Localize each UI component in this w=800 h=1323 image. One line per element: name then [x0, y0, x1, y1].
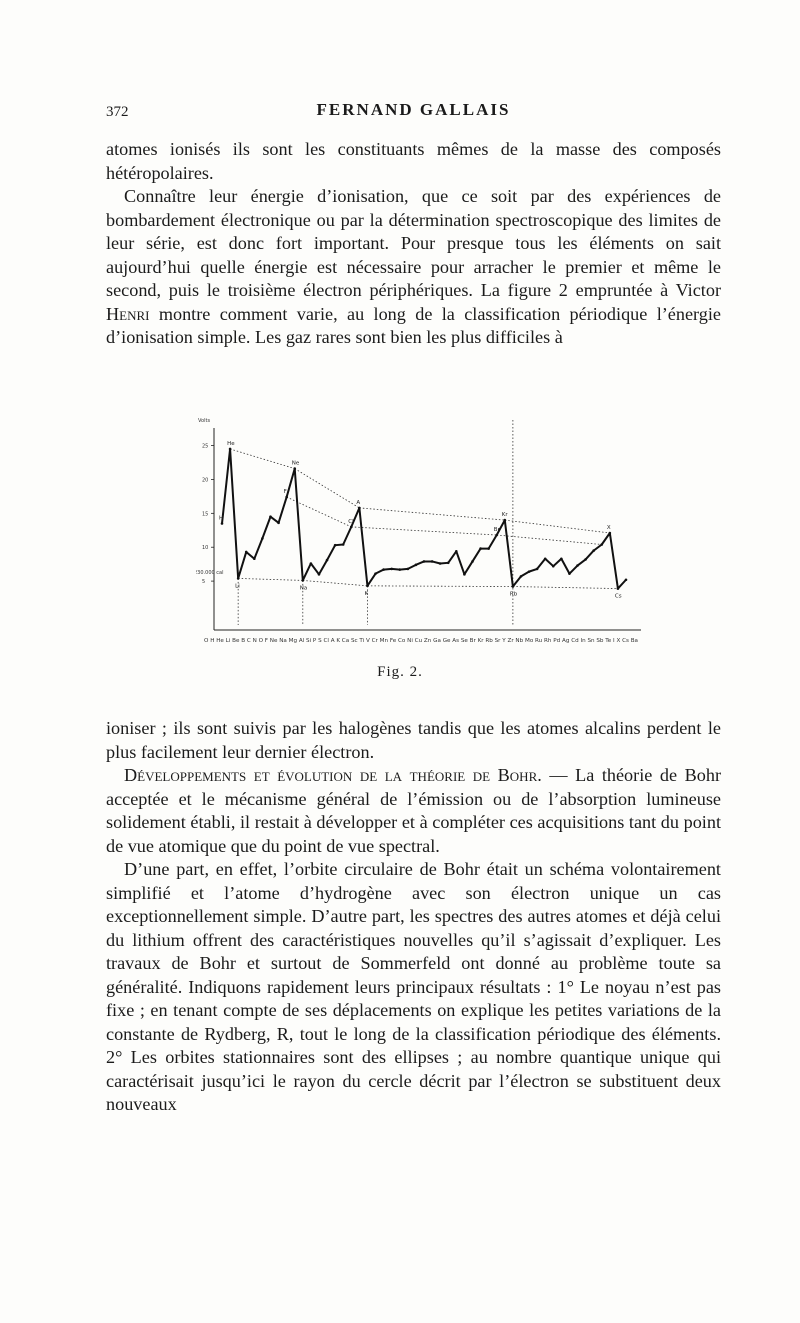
data-point	[592, 549, 595, 552]
data-point	[423, 560, 426, 563]
data-point	[237, 577, 240, 580]
halogen-trend-line	[351, 527, 496, 535]
data-point	[415, 564, 418, 567]
data-point	[285, 496, 288, 499]
page-number: 372	[106, 104, 129, 120]
paragraph: Connaître leur énergie d’ionisation, que ce soit par des expériences de bombardement électronique ou par la détermination spectroscopique des limites de leur série, est donc fort important. Pour presque tous les éléments on sait aujourd’hui quelle énergie est nécessaire pour arracher le premier et même le second, puis le troisième électron périphériques. La figure 2 empruntée à Victor Henri montre comment varie, au long de la classification périodique l’énergie d’ionisation simple. Les gaz rares sont bien les plus difficiles à	[106, 186, 721, 347]
text-block-top	[106, 138, 721, 350]
figure-caption: Fig. 2.	[377, 664, 423, 680]
data-point	[334, 544, 337, 547]
ionization-energy-chart	[196, 410, 646, 650]
data-point	[447, 562, 450, 565]
data-point	[504, 519, 507, 522]
paragraph: D’une part, en effet, l’orbite circulaire de Bohr était un schéma volontairement simplifié et l’atome d’hydrogène avec son électron unique un cas exceptionnellement simple. D’autre part, les spectres des autres atomes et déjà celui du lithium offrent des caractéristiques nouvelles qu’il s’agissait d’expliquer. Les travaux de Bohr et surtout de Sommerfeld ont donné au problème toute sa généralité. Indiquons rapidement leurs principaux résultats : 1° Le noyau n’est pas fixe ; en tenant compte de ses déplacements on explique les petites variations de la constante de Rydberg, R, tout le long de la classification périodique des éléments. 2° Les orbites stationnaires sont des ellipses ; au nombre quantique unique qui caractérisait jusqu’ici le rayon du cercle décrit par l’électron se substituent deux nouveaux	[106, 859, 721, 1114]
data-point	[366, 585, 369, 588]
element-label: H	[219, 515, 224, 522]
halogen-trend-line	[497, 535, 602, 544]
noble-gas-trend-line	[295, 469, 360, 508]
alkali-trend-line	[238, 578, 303, 580]
y-tick-label: 15	[202, 511, 209, 518]
element-label: Br	[493, 527, 500, 534]
alkali-trend-line	[367, 586, 512, 587]
data-point	[229, 448, 232, 451]
paragraph: atomes ionisés ils sont les constituants mêmes de la masse des composés hétéropolaires.	[106, 139, 721, 183]
text-block-bottom	[106, 717, 721, 1117]
element-label: Na	[299, 585, 308, 592]
element-label: Cs	[614, 593, 622, 600]
data-point	[625, 578, 628, 581]
data-point	[358, 507, 361, 510]
data-point	[253, 557, 256, 560]
data-point	[512, 585, 515, 588]
data-point	[310, 562, 313, 565]
y-tick-label: 10	[202, 545, 209, 552]
series-line	[222, 449, 626, 592]
data-point	[487, 547, 490, 550]
noble-gas-trend-line	[505, 520, 610, 533]
noble-gas-trend-line	[359, 508, 504, 520]
data-point	[431, 560, 434, 563]
alkali-trend-line	[303, 580, 368, 585]
author-name: Henri	[106, 303, 150, 324]
y-tick-label: 20	[202, 477, 209, 484]
element-label: Li	[235, 583, 240, 590]
element-label: Rb	[509, 591, 518, 598]
section-heading: Développements et évolution de la théorie de Bohr.	[124, 765, 542, 785]
data-point	[269, 515, 272, 518]
data-point	[536, 568, 539, 571]
element-label: K	[364, 590, 369, 597]
data-point	[609, 532, 612, 535]
data-point	[600, 543, 603, 546]
data-point	[479, 547, 482, 550]
noble-gas-trend-line	[230, 449, 295, 469]
running-title: FERNAND GALLAIS	[316, 100, 511, 119]
element-label: Kr	[501, 512, 508, 519]
data-point	[584, 558, 587, 561]
data-point	[520, 575, 523, 578]
data-point	[471, 560, 474, 563]
paragraph: ioniser ; ils sont suivis par les halogènes tandis que les atomes alcalins perdent le plus facilement leur dernier électron.	[106, 718, 721, 762]
data-point	[398, 568, 401, 571]
data-point	[374, 572, 377, 575]
element-label: Ne	[291, 460, 300, 467]
x-axis-element-symbols: O H He Li Be B C N O F Ne Na Mg Al Si P S Cl A K Ca Sc Ti V Cr Mn Fe Co Ni Cu Zn Ga Ge As Se Br Kr Rb Sr Y Zr Nb Mo Ru Rh Pd Ag Cd In Sn Sb Te I X Cs Ba	[204, 638, 638, 644]
alkali-trend-line	[513, 587, 618, 589]
data-point	[318, 573, 321, 576]
data-point	[439, 562, 442, 565]
data-point	[617, 587, 620, 590]
data-point	[407, 568, 410, 571]
data-point	[568, 572, 571, 575]
data-point	[455, 550, 458, 553]
paragraph: Développements et évolution de la théorie de Bohr. — La théorie de Bohr acceptée et le mécanisme général de l’émission ou de l’absorption lumineuse solidement établi, il restait à développer et à compléter ces acquisitions tant du point de vue atomique que du point de vue spectral.	[106, 765, 721, 856]
data-point	[342, 543, 345, 546]
y-secondary-label: 230.000 cal	[196, 570, 224, 576]
y-tick-label: 25	[202, 443, 209, 450]
element-label: Cl	[348, 518, 354, 525]
data-point	[277, 522, 280, 525]
element-label: X	[606, 524, 611, 531]
data-point	[326, 559, 329, 562]
data-point	[245, 551, 248, 554]
data-point	[261, 537, 264, 540]
element-label: A	[356, 499, 361, 506]
element-label: He	[227, 440, 235, 447]
data-point	[463, 573, 466, 576]
data-point	[350, 526, 353, 529]
element-label: F	[283, 489, 287, 496]
y-axis-label: Volts	[198, 418, 211, 424]
data-point	[382, 568, 385, 571]
page-header	[106, 100, 721, 124]
data-point	[560, 557, 563, 560]
y-tick-label: 5	[202, 579, 206, 586]
data-point	[390, 568, 393, 571]
data-point	[302, 579, 305, 582]
data-point	[552, 565, 555, 568]
data-point	[528, 570, 531, 573]
data-point	[544, 557, 547, 560]
data-point	[495, 534, 498, 537]
data-point	[221, 522, 224, 525]
data-point	[576, 564, 579, 567]
data-point	[293, 467, 296, 470]
